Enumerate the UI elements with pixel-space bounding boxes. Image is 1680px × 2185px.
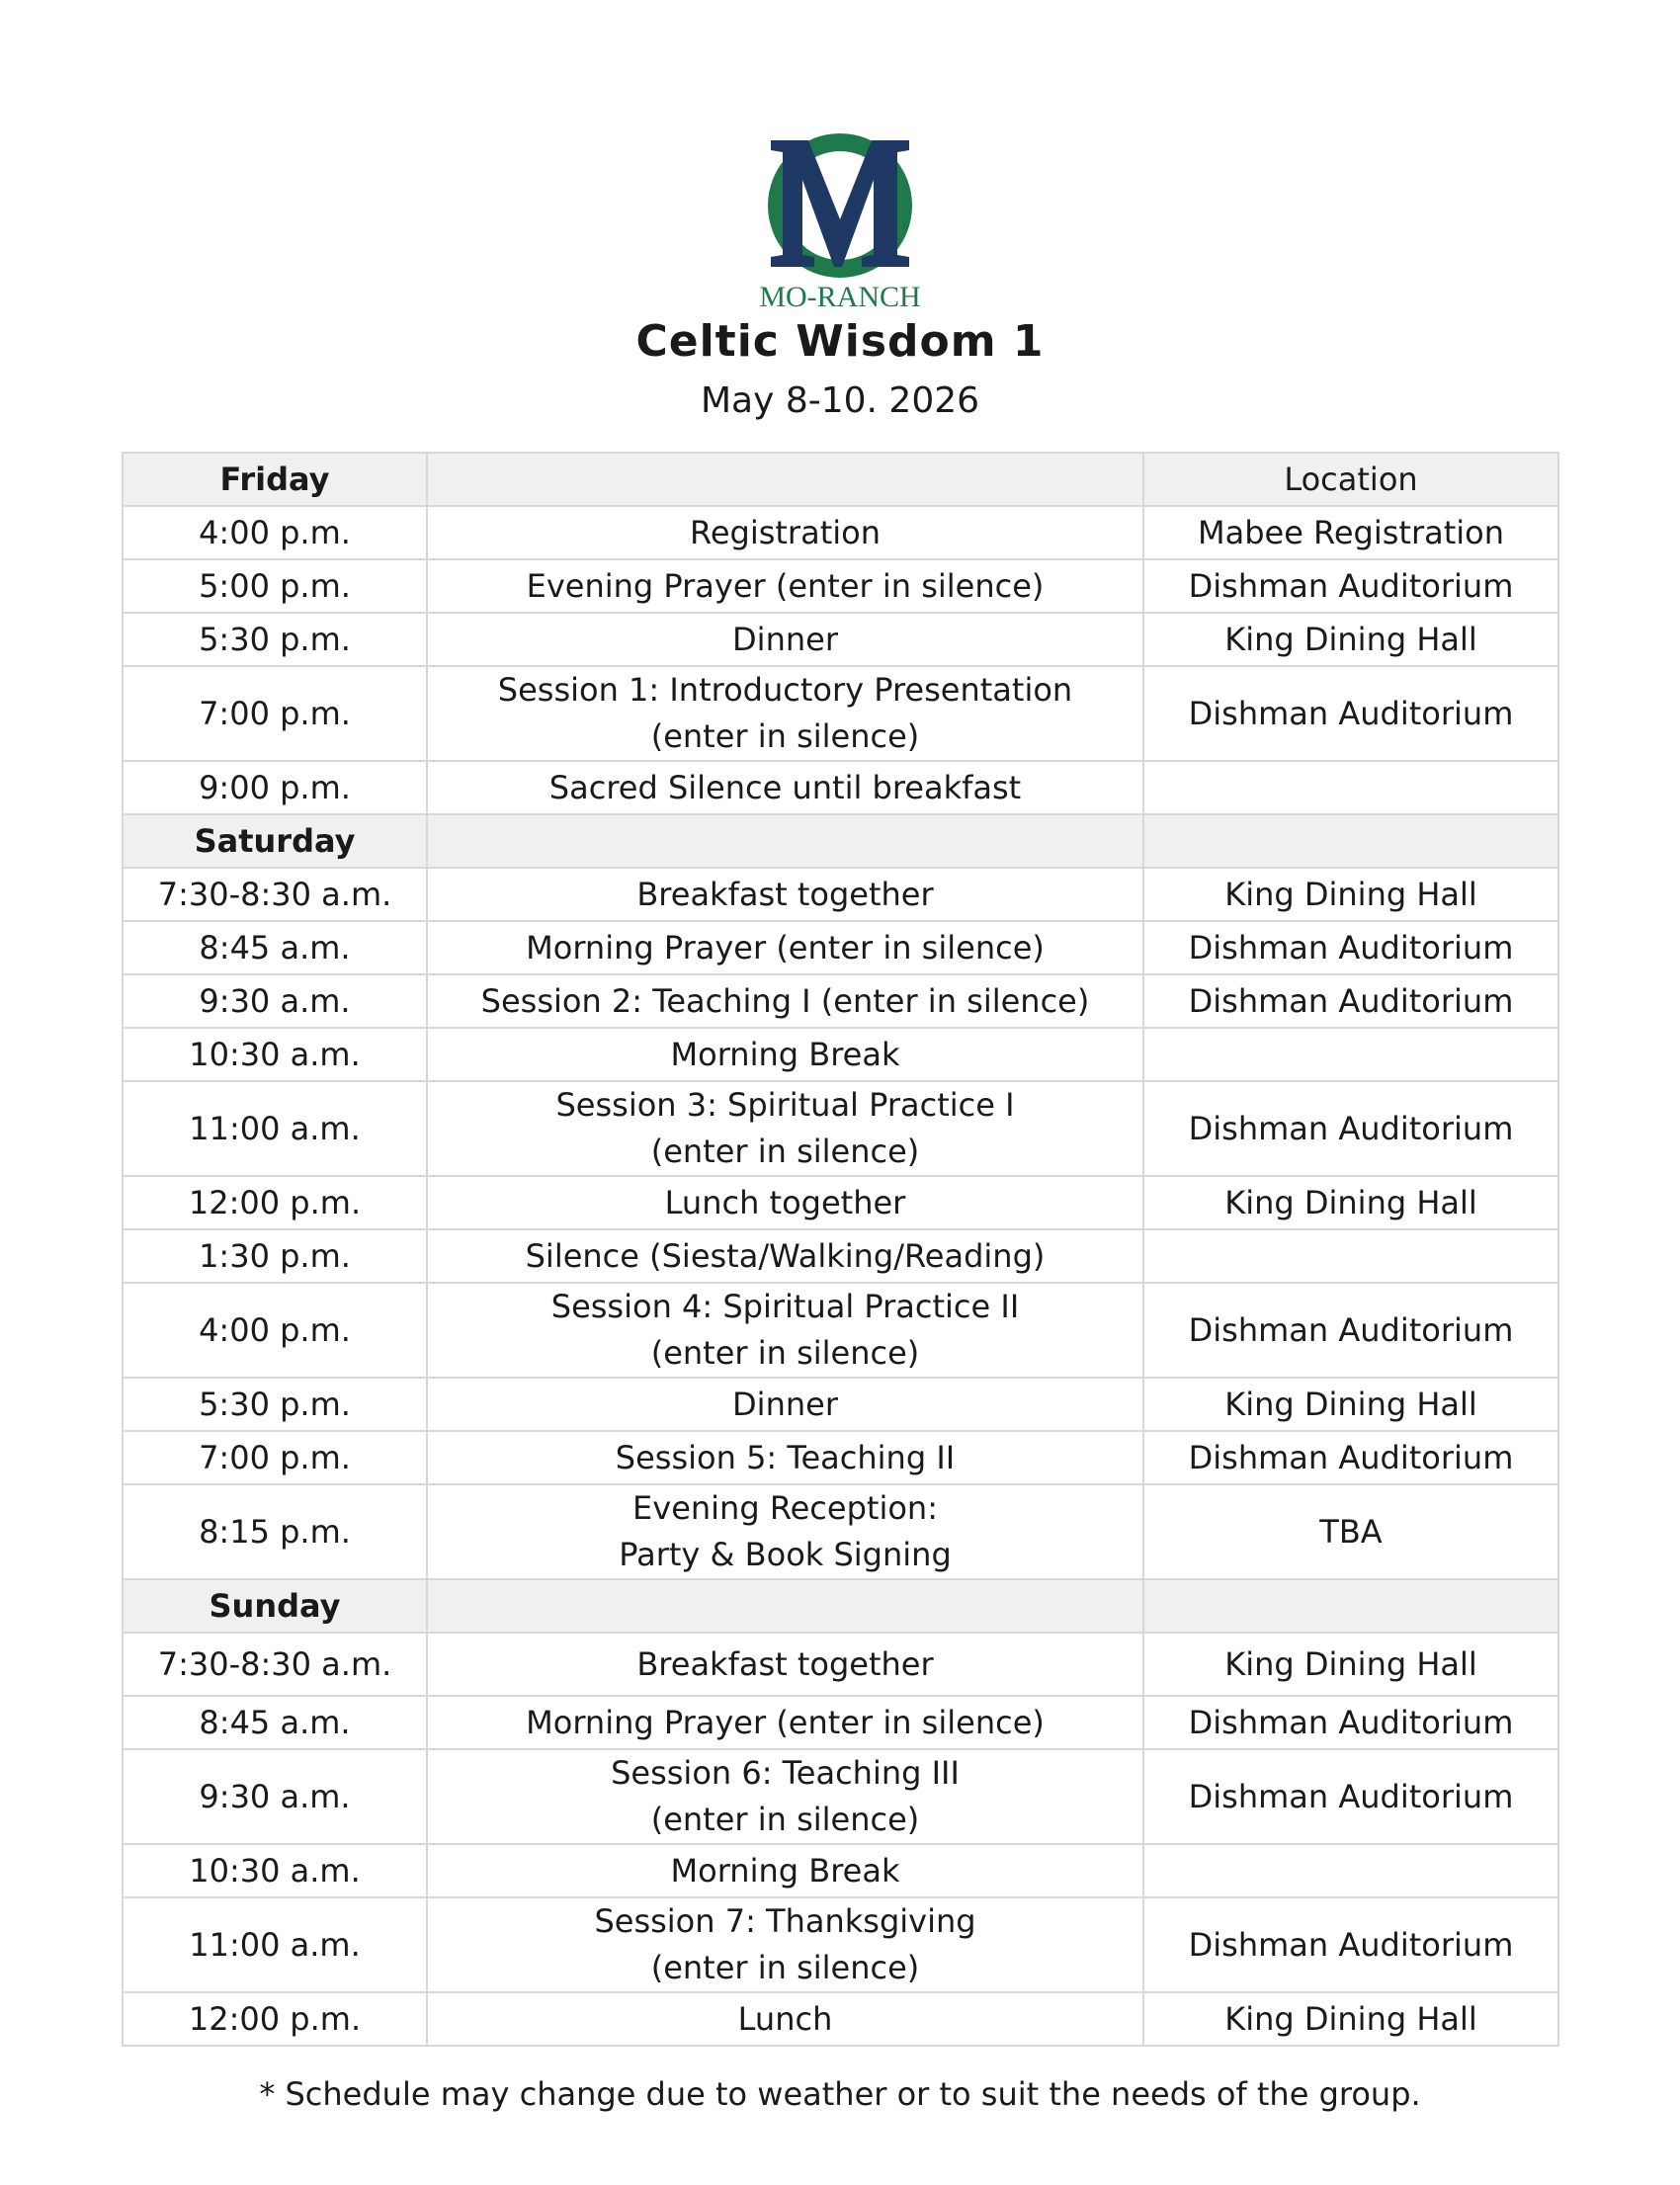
time-cell: 9:00 p.m.	[123, 761, 427, 814]
day-header-row	[123, 1579, 1558, 1633]
location-cell: Dishman Auditorium	[1143, 921, 1558, 974]
activity-line: Silence (Siesta/Walking/Reading)	[525, 1236, 1046, 1275]
activity-cell	[427, 974, 1143, 1028]
time-cell: 5:30 p.m.	[123, 1378, 427, 1431]
activity-cell	[427, 1484, 1143, 1579]
location-cell: Dishman Auditorium	[1143, 1749, 1558, 1844]
day-name: Friday	[123, 453, 427, 506]
location-cell: Dishman Auditorium	[1143, 974, 1558, 1028]
schedule-row	[123, 1633, 1558, 1696]
schedule-row	[123, 1176, 1558, 1229]
location-cell: Dishman Auditorium	[1143, 1431, 1558, 1484]
time-cell: 7:30-8:30 a.m.	[123, 1633, 427, 1696]
activity-line: Morning Prayer (enter in silence)	[526, 928, 1045, 966]
time-cell: 11:00 a.m.	[123, 1081, 427, 1176]
schedule-row	[123, 1749, 1558, 1844]
time-cell: 5:30 p.m.	[123, 613, 427, 666]
activity-cell	[427, 1081, 1143, 1176]
activity-line: (enter in silence)	[650, 717, 920, 755]
time-cell: 8:45 a.m.	[123, 921, 427, 974]
activity-cell	[427, 1633, 1143, 1696]
activity-cell	[427, 1028, 1143, 1081]
activity-cell	[427, 761, 1143, 814]
location-cell: Dishman Auditorium	[1143, 1696, 1558, 1749]
schedule-footnote: * Schedule may change due to weather or to suit the needs of the group.	[259, 2075, 1421, 2113]
activity-line: Morning Prayer (enter in silence)	[526, 1703, 1045, 1741]
event-title: Celtic Wisdom 1	[635, 316, 1045, 367]
activity-cell	[427, 868, 1143, 921]
time-cell: 7:00 p.m.	[123, 666, 427, 761]
schedule-row	[123, 613, 1558, 666]
mo-ranch-logo	[751, 128, 929, 316]
schedule-row	[123, 1378, 1558, 1431]
activity-line: Breakfast together	[636, 875, 934, 913]
activity-cell	[427, 1897, 1143, 1992]
location-cell	[1143, 1028, 1558, 1081]
location-cell: Dishman Auditorium	[1143, 1897, 1558, 1992]
schedule-row	[123, 1229, 1558, 1283]
activity-cell	[427, 1992, 1143, 2046]
location-cell	[1143, 1844, 1558, 1897]
activity-line: Session 4: Spiritual Practice II	[550, 1288, 1020, 1325]
activity-line: Session 5: Teaching II	[615, 1438, 956, 1476]
time-cell: 9:30 a.m.	[123, 974, 427, 1028]
activity-header	[427, 814, 1143, 868]
location-header: Location	[1143, 453, 1558, 506]
time-cell: 11:00 a.m.	[123, 1897, 427, 1992]
activity-cell	[427, 1749, 1143, 1844]
activity-cell	[427, 1176, 1143, 1229]
location-cell: King Dining Hall	[1143, 868, 1558, 921]
time-cell: 4:00 p.m.	[123, 1283, 427, 1378]
mo-ranch-monogram-icon	[751, 128, 929, 316]
location-cell	[1143, 1229, 1558, 1283]
day-name: Saturday	[123, 814, 427, 868]
activity-cell	[427, 559, 1143, 613]
activity-line: Evening Prayer (enter in silence)	[526, 566, 1045, 605]
activity-cell	[427, 1431, 1143, 1484]
activity-header	[427, 453, 1143, 506]
location-cell: Dishman Auditorium	[1143, 1283, 1558, 1378]
time-cell: 7:00 p.m.	[123, 1431, 427, 1484]
location-cell: Dishman Auditorium	[1143, 666, 1558, 761]
activity-line: Dinner	[732, 620, 838, 658]
time-cell: 8:45 a.m.	[123, 1696, 427, 1749]
schedule-row	[123, 1897, 1558, 1992]
time-cell: 1:30 p.m.	[123, 1229, 427, 1283]
location-cell: Dishman Auditorium	[1143, 1081, 1558, 1176]
location-cell	[1143, 761, 1558, 814]
activity-cell	[427, 666, 1143, 761]
location-cell: King Dining Hall	[1143, 1992, 1558, 2046]
schedule-row	[123, 974, 1558, 1028]
activity-line: Session 6: Teaching III	[611, 1754, 960, 1792]
schedule-row	[123, 1431, 1558, 1484]
schedule-row	[123, 1484, 1558, 1579]
activity-cell	[427, 1844, 1143, 1897]
activity-cell	[427, 921, 1143, 974]
activity-line: Dinner	[732, 1385, 838, 1423]
location-cell: King Dining Hall	[1143, 1633, 1558, 1696]
activity-line: Morning Break	[670, 1035, 900, 1073]
activity-header	[427, 1579, 1143, 1633]
schedule-row	[123, 921, 1558, 974]
schedule-body	[123, 453, 1558, 2046]
activity-line: (enter in silence)	[650, 1801, 920, 1838]
activity-line: Breakfast together	[636, 1644, 934, 1683]
activity-line: Sacred Silence until breakfast	[548, 768, 1022, 806]
location-cell: King Dining Hall	[1143, 1176, 1558, 1229]
activity-line: Registration	[690, 513, 881, 551]
activity-cell	[427, 1378, 1143, 1431]
activity-line: Session 1: Introductory Presentation	[497, 671, 1073, 709]
time-cell: 4:00 p.m.	[123, 506, 427, 559]
activity-cell	[427, 613, 1143, 666]
location-header	[1143, 1579, 1558, 1633]
activity-cell	[427, 1696, 1143, 1749]
activity-line: Session 2: Teaching I (enter in silence)	[480, 981, 1090, 1020]
activity-line: Morning Break	[670, 1851, 900, 1890]
schedule-row	[123, 1283, 1558, 1378]
location-cell: King Dining Hall	[1143, 613, 1558, 666]
time-cell: 9:30 a.m.	[123, 1749, 427, 1844]
schedule-row	[123, 1081, 1558, 1176]
activity-cell	[427, 506, 1143, 559]
location-cell: King Dining Hall	[1143, 1378, 1558, 1431]
time-cell: 10:30 a.m.	[123, 1844, 427, 1897]
schedule-row	[123, 666, 1558, 761]
activity-line: (enter in silence)	[650, 1334, 920, 1372]
location-cell: TBA	[1143, 1484, 1558, 1579]
location-cell: Dishman Auditorium	[1143, 559, 1558, 613]
activity-line: Evening Reception:	[632, 1489, 938, 1527]
location-cell: Mabee Registration	[1143, 506, 1558, 559]
activity-line: (enter in silence)	[650, 1949, 920, 1986]
activity-cell	[427, 1229, 1143, 1283]
activity-line: (enter in silence)	[650, 1133, 920, 1170]
schedule-row	[123, 1696, 1558, 1749]
activity-line: Lunch together	[664, 1183, 906, 1221]
activity-line: Party & Book Signing	[619, 1536, 952, 1573]
event-dates: May 8-10. 2026	[700, 380, 980, 421]
activity-line: Session 3: Spiritual Practice I	[555, 1086, 1015, 1124]
time-cell: 10:30 a.m.	[123, 1028, 427, 1081]
day-header-row	[123, 453, 1558, 506]
activity-line: Lunch	[737, 1999, 833, 2038]
time-cell: 7:30-8:30 a.m.	[123, 868, 427, 921]
brand-name: MO-RANCH	[759, 281, 921, 313]
day-header-row	[123, 814, 1558, 868]
time-cell: 12:00 p.m.	[123, 1992, 427, 2046]
schedule-row	[123, 868, 1558, 921]
activity-cell	[427, 1283, 1143, 1378]
schedule-row	[123, 1992, 1558, 2046]
time-cell: 8:15 p.m.	[123, 1484, 427, 1579]
schedule-row	[123, 1028, 1558, 1081]
location-header	[1143, 814, 1558, 868]
schedule-table	[122, 452, 1559, 2047]
day-name: Sunday	[123, 1579, 427, 1633]
schedule-row	[123, 761, 1558, 814]
activity-line: Session 7: Thanksgiving	[594, 1902, 976, 1940]
schedule-row	[123, 1844, 1558, 1897]
schedule-row	[123, 559, 1558, 613]
schedule-row	[123, 506, 1558, 559]
time-cell: 5:00 p.m.	[123, 559, 427, 613]
time-cell: 12:00 p.m.	[123, 1176, 427, 1229]
